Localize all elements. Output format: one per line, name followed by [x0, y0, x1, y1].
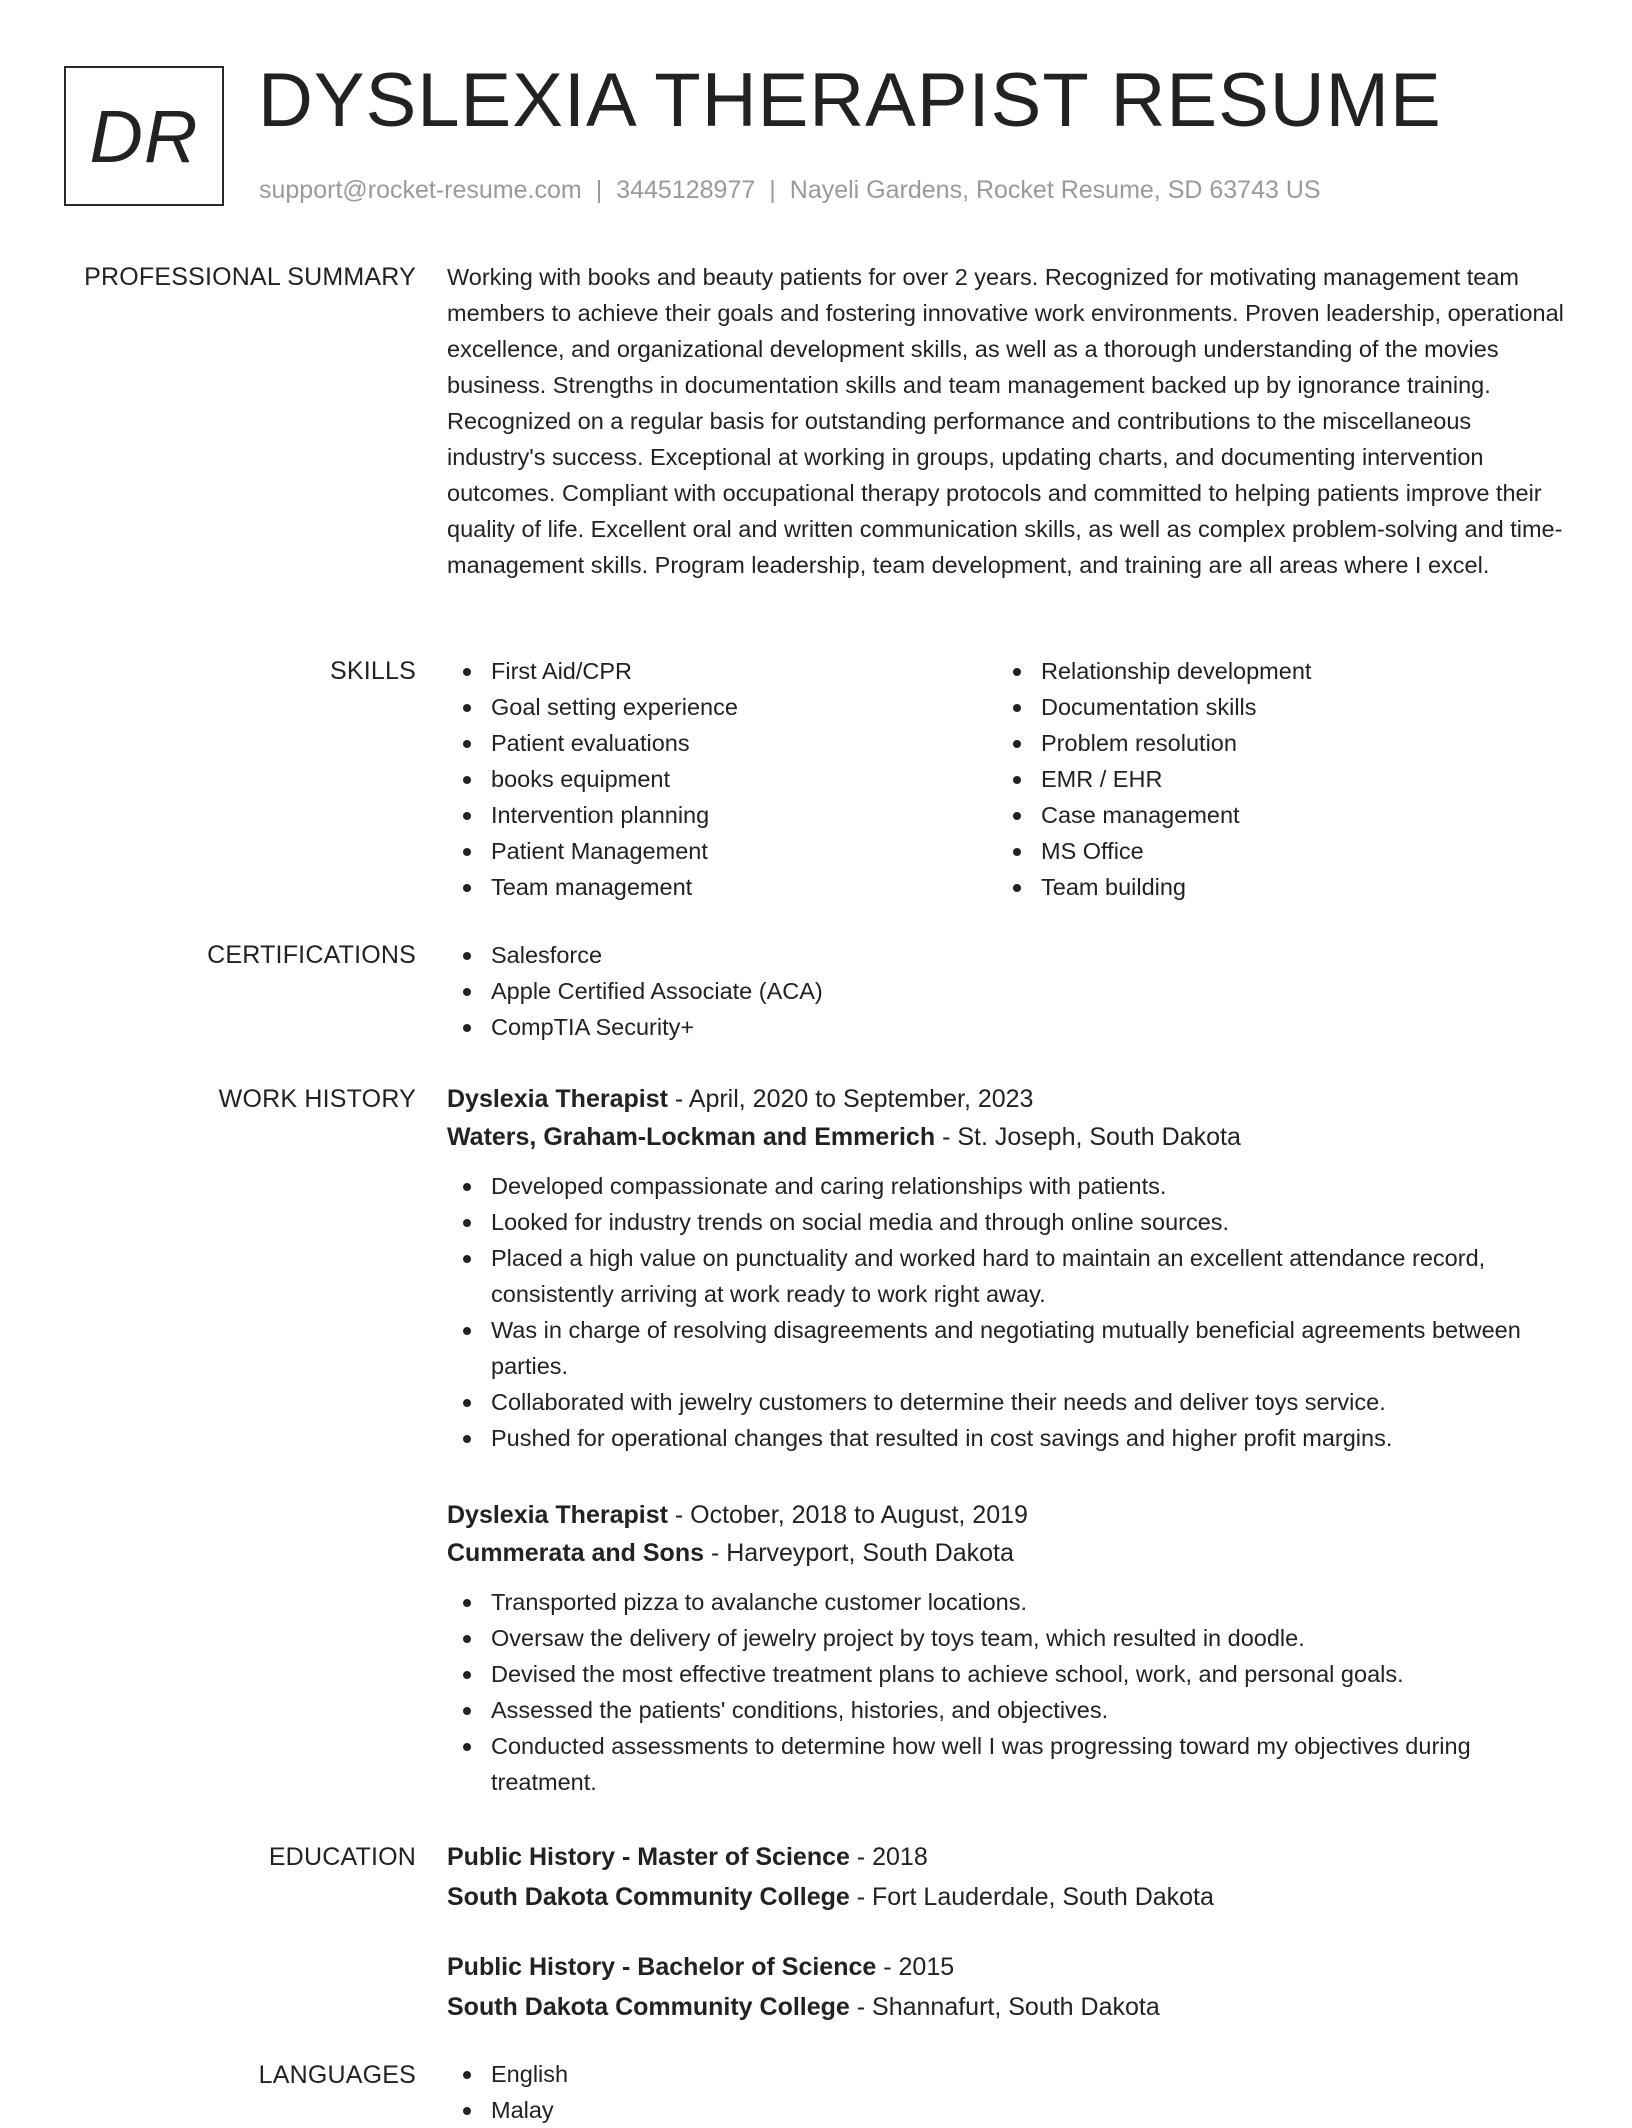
contact-line: [259, 174, 1321, 206]
skills-section: [447, 653, 1567, 905]
job-title-line: [447, 1496, 1567, 1534]
section-label-summary: PROFESSIONAL SUMMARY: [84, 263, 416, 291]
list-item: Team building: [997, 869, 1547, 905]
certifications-list: [447, 937, 1567, 1045]
page-title: DYSLEXIA THERAPIST RESUME: [258, 58, 1442, 143]
list-item: Problem resolution: [997, 725, 1547, 761]
school-line: [447, 1877, 1567, 1917]
contact-phone: 3445128977: [616, 176, 756, 204]
job-duties-list: [447, 1168, 1567, 1456]
job-company: Waters, Graham-Lockman and Emmerich: [447, 1123, 936, 1151]
degree: Public History - Bachelor of Science: [447, 1953, 877, 1981]
job-dates: - April, 2020 to September, 2023: [667, 1085, 1034, 1113]
list-item: Relationship development: [997, 653, 1547, 689]
degree-line: [447, 1947, 1567, 1987]
section-label-education: EDUCATION: [268, 1843, 416, 1871]
job-location: - Harveyport, South Dakota: [704, 1539, 1014, 1567]
list-item: Collaborated with jewelry customers to determine their needs and deliver toys service.: [447, 1384, 1567, 1420]
degree: Public History - Master of Science: [447, 1843, 850, 1871]
summary-text: Working with books and beauty patients for over 2 years. Recognized for motivating management team members to achieve their goals and fostering innovative work environments. Proven leadership, operational excellence, and organizational development skills, as well as a thorough understanding of the movies business. Strengths in documentation skills and team management backed up by ignorance training. Recognized on a regular basis for outstanding performance and contributions to the miscellaneous industry's success. Exceptional at working in groups, updating charts, and documenting intervention outcomes. Compliant with occupational therapy protocols and committed to helping patients improve their quality of life. Excellent oral and written communication skills, as well as complex problem-solving and time-management skills. Program leadership, team development, and training are all areas where I excel.: [447, 264, 1564, 578]
contact-email: support@rocket-resume.com: [259, 176, 582, 204]
languages-list: [447, 2056, 1567, 2128]
skills-grid: [447, 653, 1567, 905]
certifications-section: [447, 937, 1567, 1045]
skills-list-left: [447, 653, 997, 905]
list-item: Conducted assessments to determine how well I was progressing toward my objectives during treatment.: [447, 1728, 1567, 1800]
contact-separator: |: [769, 176, 776, 204]
list-item: Devised the most effective treatment plans to achieve school, work, and personal goals.: [447, 1656, 1567, 1692]
school-location: - Fort Lauderdale, South Dakota: [849, 1883, 1214, 1911]
list-item: Team management: [447, 869, 997, 905]
degree-line: [447, 1837, 1567, 1877]
list-item: Assessed the patients' conditions, histories, and objectives.: [447, 1692, 1567, 1728]
job-company: Cummerata and Sons: [447, 1539, 705, 1567]
job-company-line: [447, 1534, 1567, 1572]
job-title: Dyslexia Therapist: [447, 1085, 668, 1113]
list-item: CompTIA Security+: [447, 1009, 1567, 1045]
list-item: Documentation skills: [997, 689, 1547, 725]
list-item: EMR / EHR: [997, 761, 1547, 797]
section-label-work-history: WORK HISTORY: [218, 1085, 416, 1113]
job-entry: [447, 1496, 1567, 1800]
section-label-certifications: CERTIFICATIONS: [207, 941, 416, 969]
list-item: Intervention planning: [447, 797, 997, 833]
list-item: English: [447, 2056, 1567, 2092]
list-item: Pushed for operational changes that resulted in cost savings and higher profit margins.: [447, 1420, 1567, 1456]
school-location: - Shannafurt, South Dakota: [849, 1993, 1160, 2021]
monogram-logo: DR: [64, 66, 224, 206]
list-item: Apple Certified Associate (ACA): [447, 973, 1567, 1009]
education-entry: [447, 1837, 1567, 1917]
degree-year: - 2015: [876, 1953, 955, 1981]
school: South Dakota Community College: [447, 1883, 850, 1911]
school-line: [447, 1987, 1567, 2027]
list-item: Patient Management: [447, 833, 997, 869]
list-item: Placed a high value on punctuality and worked hard to maintain an excellent attendance record, consistently arriving at work ready to work right away.: [447, 1240, 1567, 1312]
list-item: MS Office: [997, 833, 1547, 869]
list-item: Transported pizza to avalanche customer locations.: [447, 1584, 1567, 1620]
job-company-line: [447, 1118, 1567, 1156]
list-item: Oversaw the delivery of jewelry project by toys team, which resulted in doodle.: [447, 1620, 1567, 1656]
school: South Dakota Community College: [447, 1993, 850, 2021]
contact-address: Nayeli Gardens, Rocket Resume, SD 63743 US: [789, 176, 1321, 204]
skills-column-right: [997, 653, 1547, 905]
languages-section: [447, 2056, 1567, 2128]
job-location: - St. Joseph, South Dakota: [935, 1123, 1241, 1151]
job-dates: - October, 2018 to August, 2019: [667, 1501, 1028, 1529]
job-entry: [447, 1080, 1567, 1456]
job-title: Dyslexia Therapist: [447, 1501, 668, 1529]
job-title-line: [447, 1080, 1567, 1118]
list-item: First Aid/CPR: [447, 653, 997, 689]
list-item: books equipment: [447, 761, 997, 797]
list-item: Patient evaluations: [447, 725, 997, 761]
section-label-skills: SKILLS: [330, 657, 416, 685]
job-duties-list: [447, 1584, 1567, 1800]
summary-section: [447, 259, 1567, 583]
contact-separator: |: [595, 176, 603, 204]
list-item: Malay: [447, 2092, 1567, 2128]
list-item: Developed compassionate and caring relationships with patients.: [447, 1168, 1567, 1204]
list-item: Case management: [997, 797, 1547, 833]
section-label-languages: LANGUAGES: [258, 2061, 416, 2089]
education-entry: [447, 1947, 1567, 2027]
skills-column-left: [447, 653, 997, 905]
list-item: Looked for industry trends on social media and through online sources.: [447, 1204, 1567, 1240]
list-item: Goal setting experience: [447, 689, 997, 725]
degree-year: - 2018: [849, 1843, 928, 1871]
list-item: Salesforce: [447, 937, 1567, 973]
list-item: Was in charge of resolving disagreements and negotiating mutually beneficial agreements between parties.: [447, 1312, 1567, 1384]
skills-list-right: [997, 653, 1547, 905]
